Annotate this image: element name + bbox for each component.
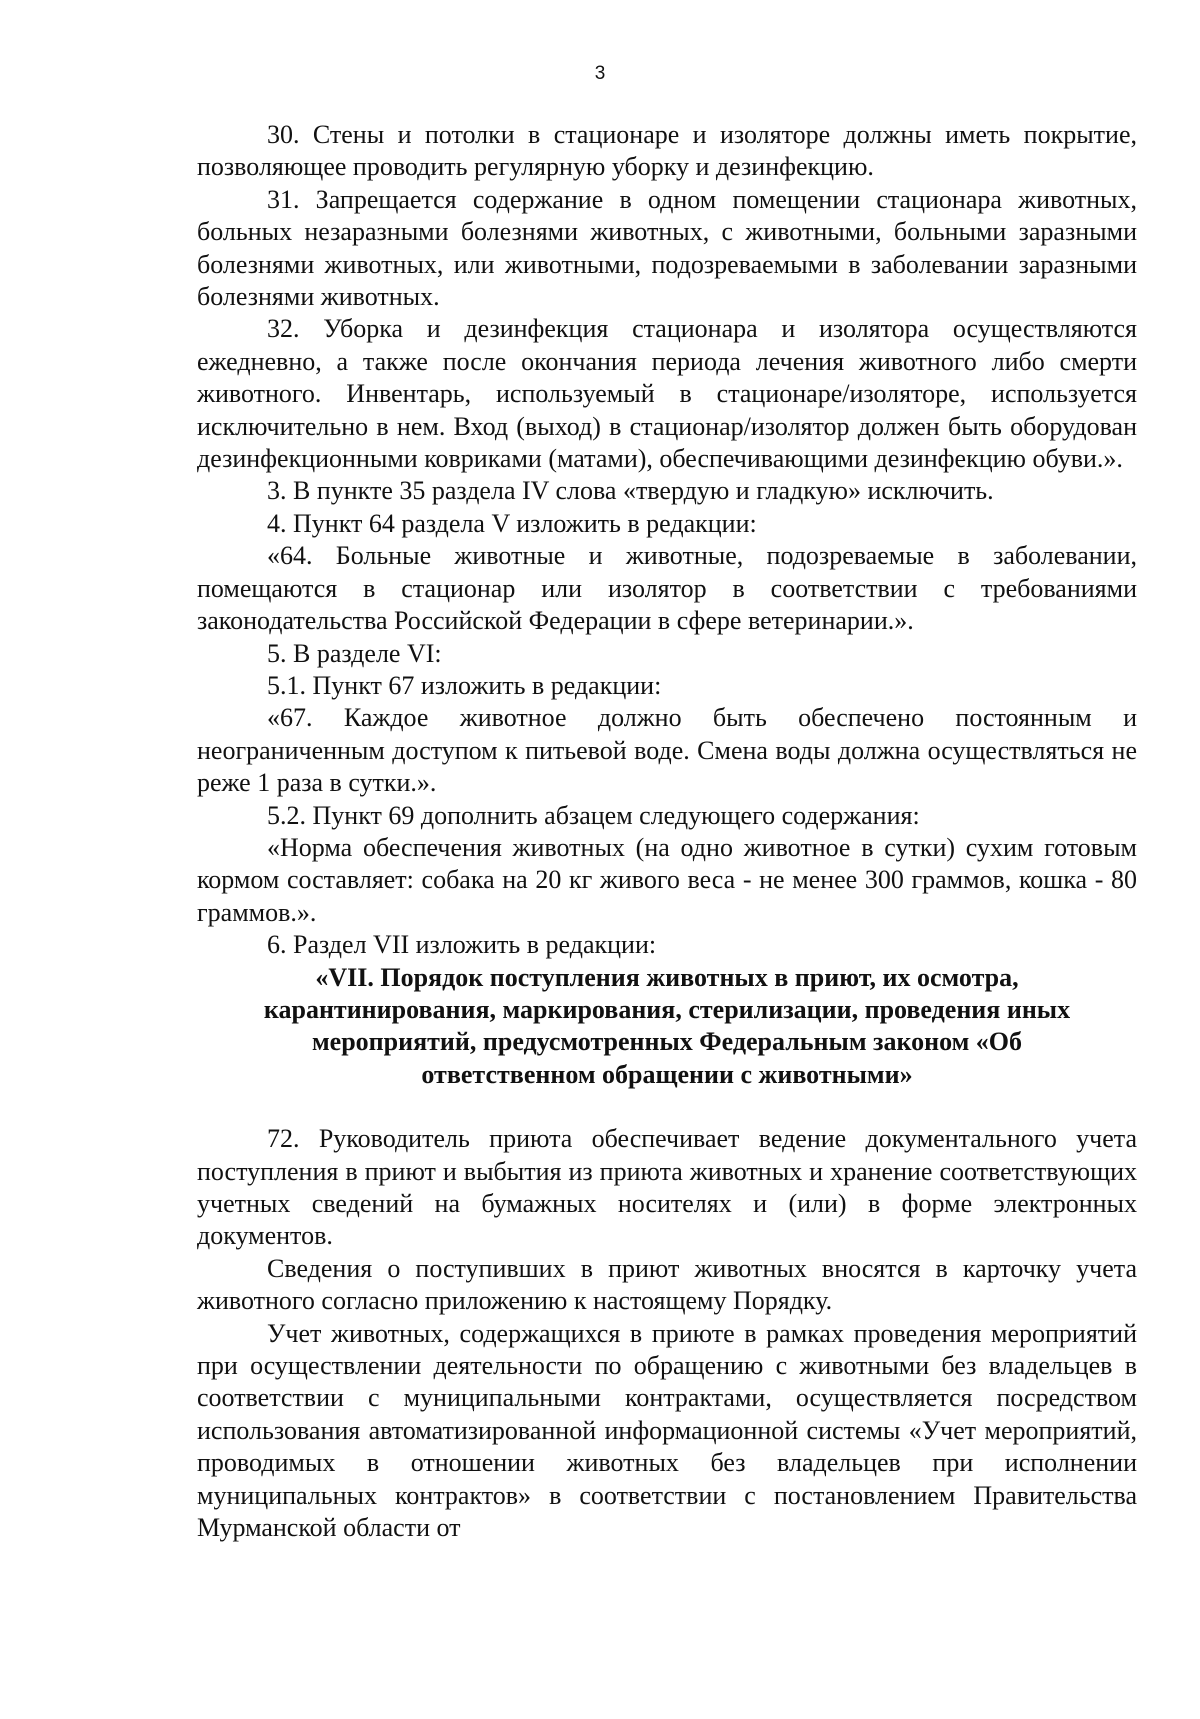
paragraph-item-64: «64. Больные животные и животные, подозреваемые в заболевании, помещаются в стационар или изолятор в соответствии с требованиями законодательства Российской Федерации в сфере ветеринарии.». [197, 541, 1137, 636]
amendment-3: 3. В пункте 35 раздела IV слова «твердую и гладкую» исключить. [267, 476, 994, 506]
paragraph-item-30: 30. Стены и потолки в стационаре и изоляторе должны иметь покрытие, позволяющее проводить регулярную уборку и дезинфекцию. [197, 120, 1137, 182]
feed-norm-paragraph: «Норма обеспечения животных (на одно животное в сутки) сухим готовым кормом составляет: собака на 20 кг живого веса - не менее 300 граммов, кошка - 80 граммов.». [197, 832, 1137, 927]
accounting-paragraph: Учет животных, содержащихся в приюте в рамках проведения мероприятий при осуществлении деятельности по обращению с животными без владельцев в соответствии с муниципальными контрактами, осуществляется посредством использования автоматизированной информационной системы «Учет мероприятий, проводимых в отношении животных без владельцев при исполнении муниципальных контрактов» в соответствии с постановлением Правительства Мурманской области от [197, 1318, 1137, 1543]
amendment-4: 4. Пункт 64 раздела V изложить в редакции: [267, 508, 757, 538]
amendment-5-2: 5.2. Пункт 69 дополнить абзацем следующего содержания: [267, 800, 920, 830]
page-number: 3 [594, 63, 606, 84]
paragraph-item-32: 32. Уборка и дезинфекция стационара и изолятора осуществляются ежедневно, а также после окончания периода лечения животного либо смерти животного. Инвентарь, используемый в стационаре/изоляторе, используется исключительно в нем. Вход (выход) в стационар/изолятор должен быть оборудован дезинфекционными ковриками (матами), обеспечивающими дезинфекцию обуви.». [197, 314, 1137, 474]
paragraph-item-31: 31. Запрещается содержание в одном помещении стационара животных, больных незаразными болезнями животных, с животными, больными заразными болезнями животных, или животными, подозреваемыми в заболевании заразными болезнями животных. [197, 184, 1137, 312]
record-card-paragraph: Сведения о поступивших в приют животных вносятся в карточку учета животного согласно приложению к настоящему Порядку. [197, 1253, 1137, 1316]
paragraph-item-72: 72. Руководитель приюта обеспечивает ведение документального учета поступления в приют и выбытия из приюта животных и хранение соответствующих учетных сведений на бумажных носителях и (или) в форме электронных документов. [197, 1124, 1137, 1251]
paragraph-item-67: «67. Каждое животное должно быть обеспечено постоянным и неограниченным доступом к питьевой воде. Смена воды должна осуществляться не реже 1 раза в сутки.». [197, 703, 1137, 798]
amendment-5: 5. В разделе VI: [267, 638, 442, 668]
amendment-6: 6. Раздел VII изложить в редакции: [267, 930, 657, 960]
document-body [197, 119, 1137, 1544]
section-heading: «VII. Порядок поступления животных в приют, их осмотра, карантинирования, маркирования, стерилизации, проведения иных мероприятий, предусмотренных Федеральным законом «Об ответственном обращении с животными» [263, 962, 1071, 1089]
amendment-5-1: 5.1. Пункт 67 изложить в редакции: [267, 670, 662, 700]
